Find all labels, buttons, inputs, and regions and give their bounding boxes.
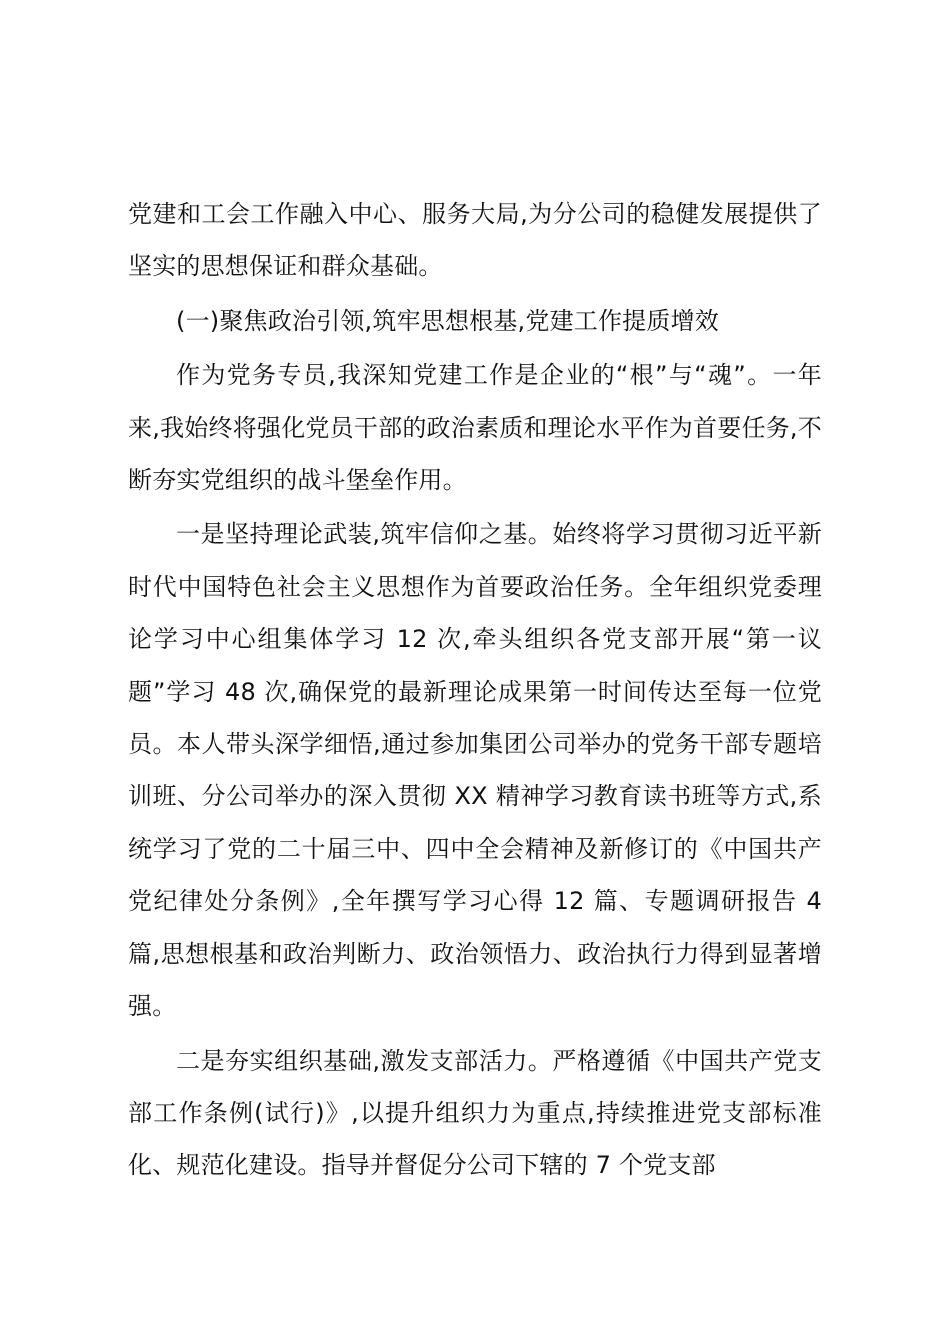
paragraph-continuation: 党建和工会工作融入中心、服务大局,为分公司的稳健发展提供了坚实的思想保证和群众基础。 — [128, 200, 822, 281]
paragraph-theory-study: 一是坚持理论武装,筑牢信仰之基。始终将学习贯彻习近平新时代中国特色社会主义思想作为首要政治任务。全年组织党委理论学习中心组集体学习 12 次,牵头组织各党支部开展“第一议题”学习 48 次,确保党的最新理论成果第一时间传达至每一位党员。本人带头深学细悟,通过参加集团公司举办的党务干部专题培训班、分公司举办的深入贯彻 XX 精神学习教育读书班等方式,系统学习了党的二十届三中、四中全会精神及新修订的《中国共产党纪律处分条例》,全年撰写学习心得 12 篇、专题调研报告 4 篇,思想根基和政治判断力、政治领悟力、政治执行力得到显著增强。 — [128, 520, 822, 1021]
document-body — [128, 188, 822, 1192]
paragraph-organization: 二是夯实组织基础,激发支部活力。严格遵循《中国共产党支部工作条例(试行)》,以提升组织力为重点,持续推进党支部标准化、规范化建设。指导并督促分公司下辖的 7 个党支部 — [128, 1046, 822, 1180]
section-heading: (一)聚焦政治引领,筑牢思想根基,党建工作提质增效 — [176, 306, 719, 335]
paragraph-intro: 作为党务专员,我深知党建工作是企业的“根”与“魂”。一年来,我始终将强化党员干部的政治素质和理论水平作为首要任务,不断夯实党组织的战斗堡垒作用。 — [128, 361, 822, 495]
